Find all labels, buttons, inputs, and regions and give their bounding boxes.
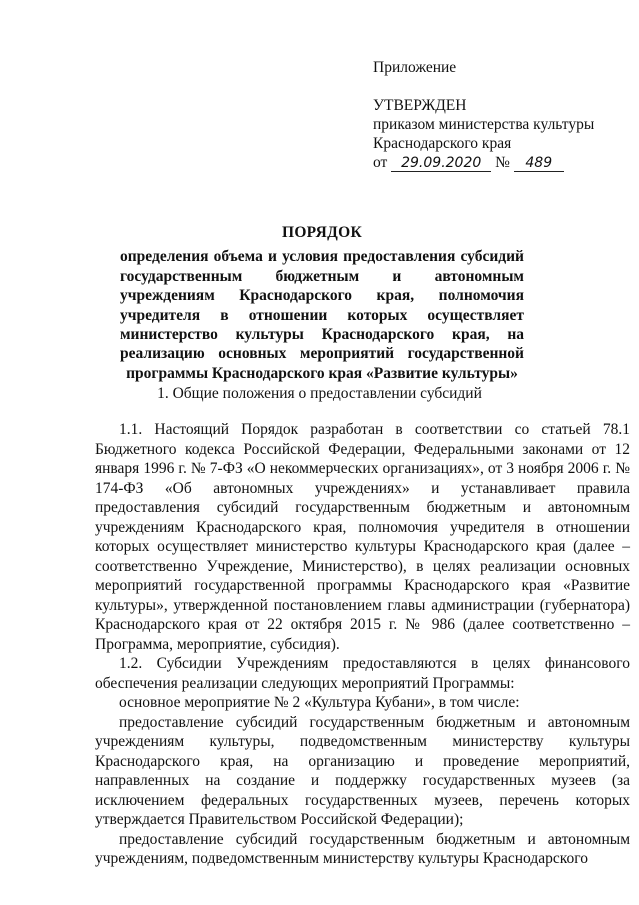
document-title	[120, 223, 524, 383]
approved-label: УТВЕРЖДЕН	[373, 97, 467, 114]
paragraph-1-2: 1.2. Субсидии Учреждениям предоставляются в целях финансового обеспечения реализации следующих мероприятий Программы:	[95, 655, 630, 692]
handwritten-number: 489	[514, 155, 564, 172]
section-heading: 1. Общие положения о предоставлении субсидий	[157, 385, 482, 402]
approval-block	[373, 58, 633, 172]
approval-date-number-line	[373, 153, 633, 172]
paragraph-1-1: 1.1. Настоящий Порядок разработан в соответствии со статьей 78.1 Бюджетного кодекса Российской Федерации, Федеральными законами от 12 января 1996 г. № 7-ФЗ «О некоммерческих организациях», от 3 ноября 2006 г. № 174-ФЗ «Об автономных учреждениях» и устанавливает правила предоставления субсидий государственным бюджетным и автономным учреждениям Краснодарского края, полномочия учредителя в отношении которых осуществляет министерство культуры Краснодарского края (далее – соответственно Учреждение, Министерство), в целях реализации основных мероприятий государственной программы Краснодарского края «Развитие культуры», утвержденной постановлением главы администрации (губернатора) Краснодарского края от 22 октября 2015 г. № 986 (далее соответственно – Программа, мероприятие, субсидия).	[95, 421, 630, 653]
paragraph-subsidy-museums: предоставление субсидий государственным бюджетным и автономным учреждениям культуры, подведомственным министерству культуры Краснодарского края, на организацию и проведение мероприятий, направленных на создание и поддержку государственных музеев (за исключением федеральных государственных музеев, перечень которых утверждается Правительством Российской Федерации);	[95, 713, 630, 828]
document-subject: определения объема и условия предоставления субсидий государственным бюджетным и автономным учреждениям Краснодарского края, полномочия учредителя в отношении которых осуществляет министерство культуры Краснодарского края, на реализацию основных мероприятий государственной программы Краснодарского края «Развитие культуры»	[120, 248, 524, 382]
approved-region: Краснодарского края	[373, 135, 512, 152]
handwritten-date: 29.09.2020	[391, 155, 491, 172]
appendix-label: Приложение	[373, 59, 457, 76]
document-body	[95, 420, 630, 869]
document-heading: ПОРЯДОК	[281, 224, 363, 241]
number-label: №	[495, 154, 510, 171]
paragraph-subsidy-institutions: предоставление субсидий государственным бюджетным и автономным учреждениям, подведомственным министерству культуры Краснодарского	[95, 830, 630, 867]
paragraph-main-event: основное мероприятие № 2 «Культура Кубани», в том числе:	[119, 694, 520, 711]
approved-by-order: приказом министерства культуры	[373, 116, 595, 133]
date-from-label: от	[373, 154, 388, 171]
